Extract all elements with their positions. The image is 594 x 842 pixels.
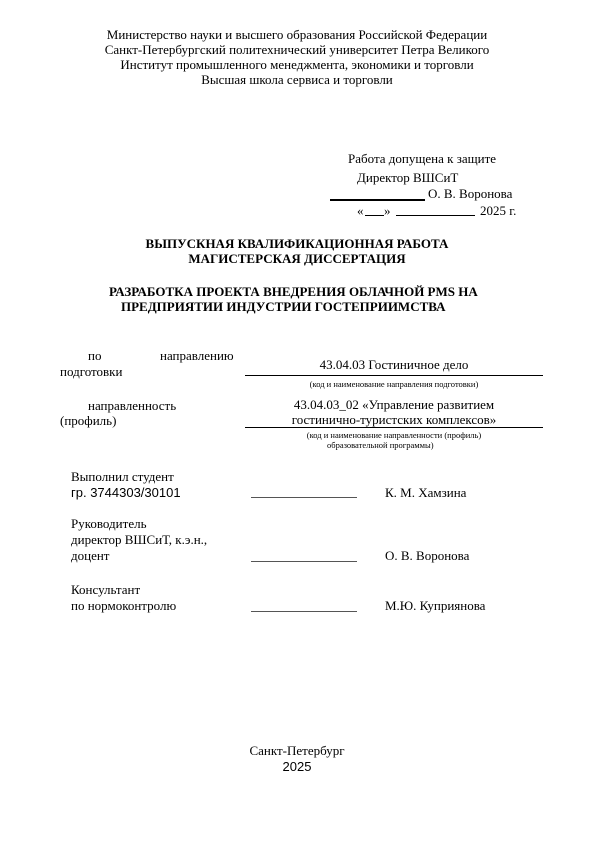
supervisor-signature-blank: [251, 561, 357, 562]
topic-line2: ПРЕДПРИЯТИИ ИНДУСТРИИ ГОСТЕПРИИМСТВА: [121, 299, 446, 314]
direction-underline: [245, 375, 543, 376]
consultant-role: по нормоконтролю: [71, 598, 177, 613]
topic-line1: РАЗРАБОТКА ПРОЕКТА ВНЕДРЕНИЯ ОБЛАЧНОЙ PMS НА: [109, 284, 478, 299]
direction-label-po: по: [88, 348, 102, 363]
direction-label-napravleniyu: направлению: [160, 348, 234, 363]
student-group: гр. 3744303/30101: [71, 485, 181, 500]
supervisor-title: доцент: [71, 548, 110, 563]
direction-value: 43.04.03 Гостиничное дело: [319, 357, 469, 372]
footer-city: Санкт-Петербург: [249, 743, 345, 758]
footer-year: 2025: [282, 759, 312, 774]
direction-label-podgotovki: подготовки: [60, 364, 123, 379]
approval-open-quote: «: [357, 203, 364, 218]
approval-position: Директор ВШСиТ: [357, 170, 459, 185]
profile-caption-line2: образовательной программы): [327, 440, 434, 450]
university-line: Санкт-Петербургский политехнический университет Петра Великого: [104, 42, 490, 57]
direction-caption: (код и наименование направления подготовки): [309, 379, 479, 389]
approval-month-blank: [396, 215, 475, 216]
institute-line: Институт промышленного менеджмента, экономики и торговли: [120, 57, 474, 72]
supervisor-name: О. В. Воронова: [385, 548, 470, 563]
consultant-signature-blank: [251, 611, 357, 612]
ministry-line: Министерство науки и высшего образования Российской Федерации: [106, 27, 488, 42]
supervisor-label: Руководитель: [71, 516, 147, 531]
approval-year: 2025 г.: [480, 203, 517, 218]
consultant-name: М.Ю. Куприянова: [385, 598, 486, 613]
approval-signer: О. В. Воронова: [428, 186, 513, 201]
supervisor-position: директор ВШСиТ, к.э.н.,: [71, 532, 208, 547]
work-type-line2: МАГИСТЕРСКАЯ ДИССЕРТАЦИЯ: [188, 251, 406, 266]
profile-value-line1: 43.04.03_02 «Управление развитием: [293, 397, 495, 412]
approval-admitted: Работа допущена к защите: [348, 151, 497, 166]
profile-label-line2: (профиль): [60, 413, 117, 428]
student-label: Выполнил студент: [71, 469, 174, 484]
profile-underline: [245, 427, 543, 428]
student-signature-blank: [251, 497, 357, 498]
profile-label-line1: направленность: [88, 398, 177, 413]
approval-signature-line: [330, 199, 425, 201]
school-line: Высшая школа сервиса и торговли: [201, 72, 393, 87]
profile-value-line2: гостинично-туристских комплексов»: [291, 412, 497, 427]
approval-close-quote: »: [384, 203, 391, 218]
student-name: К. М. Хамзина: [385, 485, 467, 500]
consultant-label: Консультант: [71, 582, 141, 597]
approval-day-blank: [365, 215, 384, 216]
work-type-line1: ВЫПУСКНАЯ КВАЛИФИКАЦИОННАЯ РАБОТА: [145, 236, 449, 251]
profile-caption-line1: (код и наименование направленности (профиль): [306, 430, 482, 440]
